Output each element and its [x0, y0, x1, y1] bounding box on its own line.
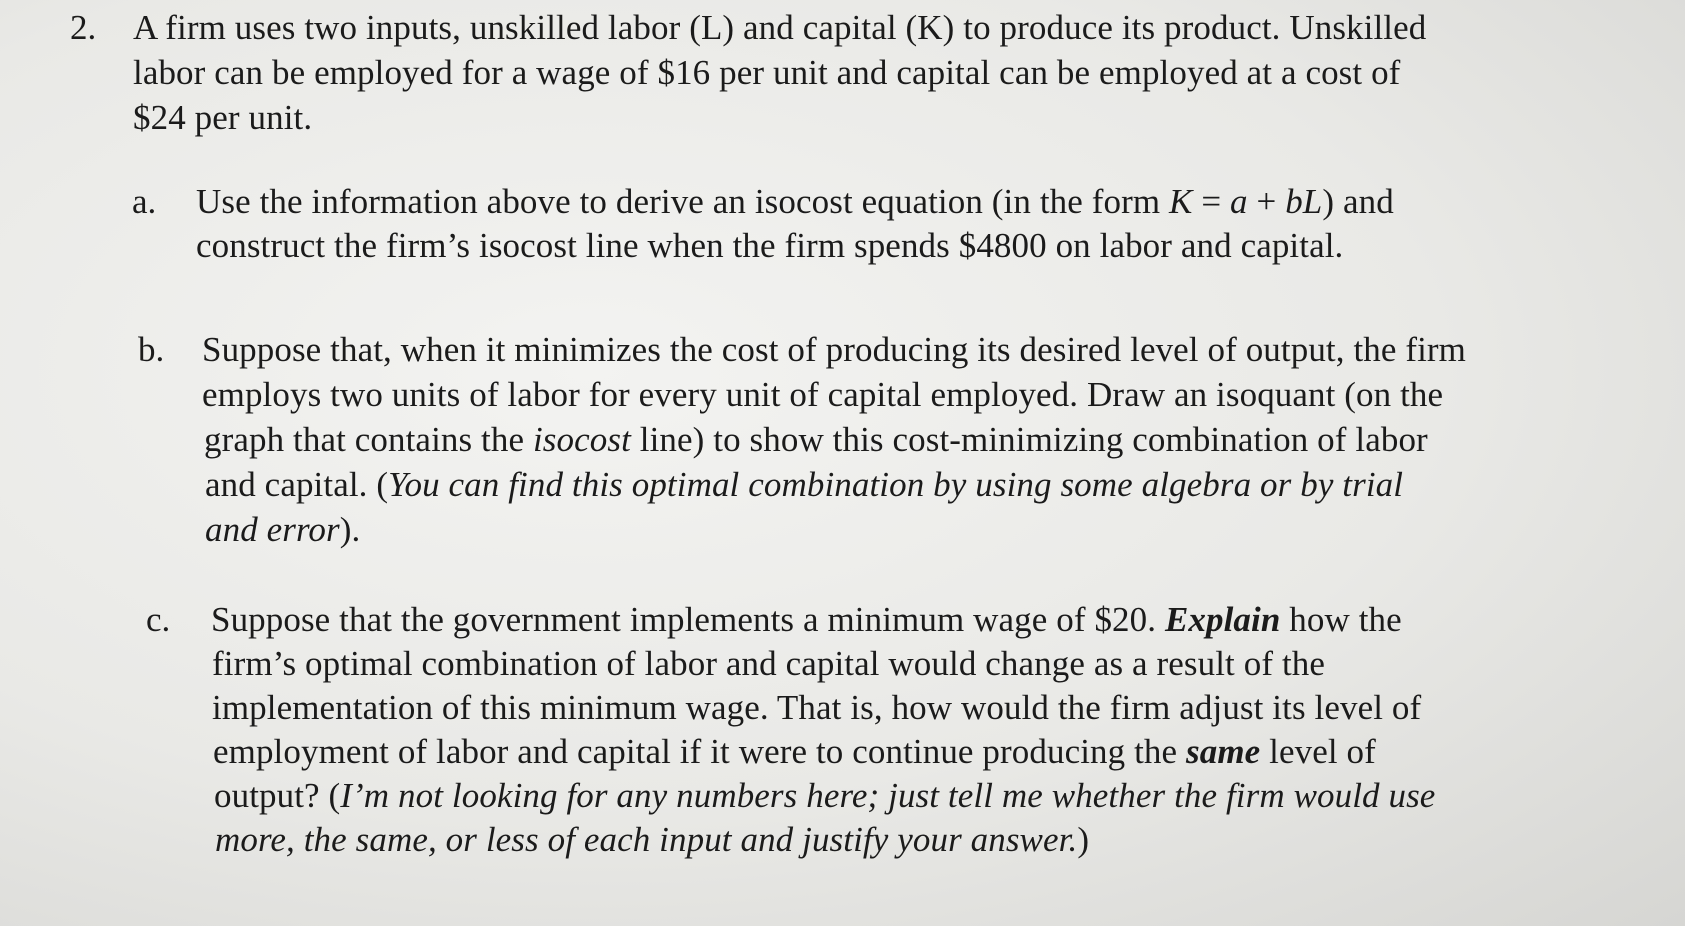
- part-c-line-4-pre: employment of labor and capital if it were to continue producing the: [213, 732, 1186, 771]
- part-b-line-3-pre: graph that contains the: [204, 420, 533, 459]
- part-c-line-2: firm’s optimal combination of labor and capital would change as a result of the: [212, 644, 1325, 683]
- part-a-line-1-pre: Use the information above to derive an isocost equation (in the form: [196, 182, 1170, 221]
- part-c-line-6-post: ): [1077, 820, 1090, 859]
- part-b-line-2: employs two units of labor for every unit of capital employed. Draw an isoquant (on the: [202, 375, 1444, 414]
- part-c-line-6-italic: more, the same, or less of each input and justify your answer.: [215, 820, 1078, 859]
- part-b-label: b.: [138, 330, 165, 369]
- part-b-line-4-italic: You can find this optimal combination by using some algebra or by trial: [388, 465, 1404, 504]
- part-b-line-4-pre: and capital. (: [205, 465, 389, 504]
- part-c-line-1-pre: Suppose that the government implements a minimum wage of $20.: [211, 600, 1165, 639]
- part-b-line-1: Suppose that, when it minimizes the cost of producing its desired level of output, the firm: [202, 330, 1467, 369]
- question-line-1: A firm uses two inputs, unskilled labor (L) and capital (K) to produce its product. Unskilled: [133, 8, 1427, 47]
- part-c-same-bold: same: [1186, 732, 1261, 771]
- part-b-line-3-post: line) to show this cost-minimizing combination of labor: [630, 420, 1428, 459]
- question-line-2: labor can be employed for a wage of $16 per unit and capital can be employed at a cost of: [133, 53, 1401, 92]
- part-c-line-1: [211, 598, 1402, 642]
- part-c-line-4: [213, 730, 1376, 774]
- part-b-isocost-italic: isocost: [532, 420, 631, 459]
- equation-plus: +: [1247, 182, 1286, 221]
- part-c-explain-bold: Explain: [1164, 600, 1281, 639]
- part-c-line-3: implementation of this minimum wage. That is, how would the firm adjust its level of: [212, 688, 1422, 727]
- equation-a: a: [1230, 182, 1248, 221]
- part-a-line-1-post: ) and: [1322, 182, 1394, 221]
- part-c-line-1-post: how the: [1280, 600, 1402, 639]
- part-c-label: c.: [146, 600, 171, 639]
- part-a-line-1: [196, 180, 1394, 224]
- part-c-line-5-pre: output? (: [214, 776, 341, 815]
- part-a-label: a.: [132, 182, 157, 221]
- part-a-line-2: construct the firm’s isocost line when the firm spends $4800 on labor and capital.: [196, 226, 1344, 265]
- part-c-line-5-italic: I’m not looking for any numbers here; just tell me whether the firm would use: [340, 776, 1436, 815]
- equation-bl: bL: [1285, 182, 1323, 221]
- equation-equals: =: [1192, 182, 1231, 221]
- part-b-line-4: [205, 463, 1403, 507]
- equation-k: K: [1169, 182, 1193, 221]
- part-c-line-6: [215, 818, 1089, 862]
- part-b-line-5-italic: and error: [205, 510, 340, 549]
- question-number: 2.: [70, 8, 97, 47]
- part-b-line-5: [205, 508, 360, 552]
- question-line-3: $24 per unit.: [133, 98, 313, 137]
- part-b-line-3: [204, 418, 1428, 462]
- part-c-line-4-post: level of: [1260, 732, 1376, 771]
- part-c-line-5: [214, 774, 1435, 818]
- part-b-line-5-post: ).: [339, 510, 361, 549]
